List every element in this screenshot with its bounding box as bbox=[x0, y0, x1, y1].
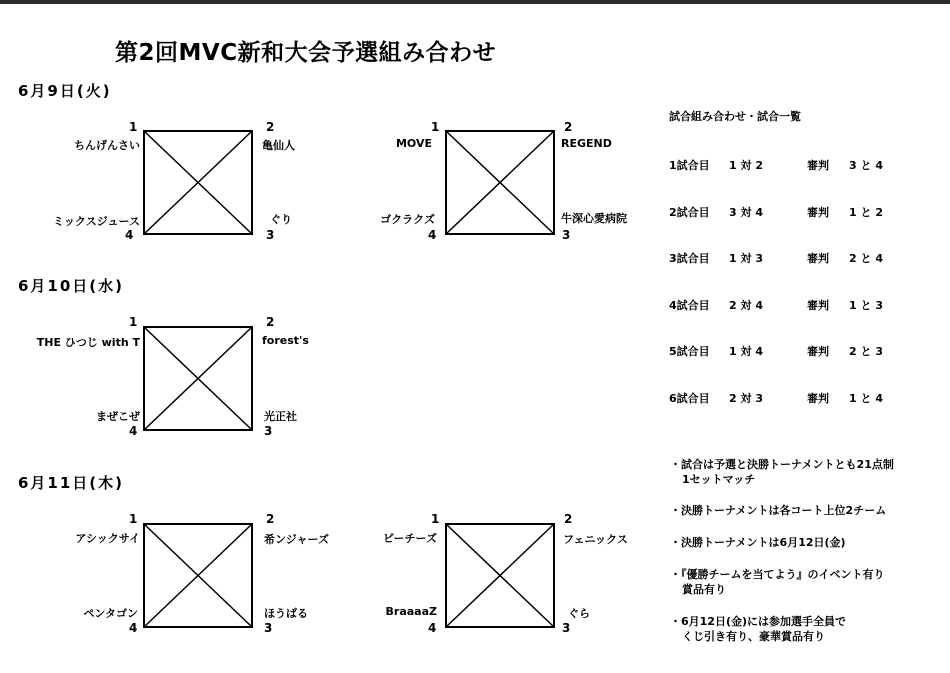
team-number: 2 bbox=[564, 512, 573, 526]
referee-pair: 2 と 4 bbox=[849, 252, 883, 265]
note-item bbox=[670, 457, 894, 487]
match-pair: 2 対 4 bbox=[729, 299, 763, 312]
match-bracket bbox=[143, 523, 253, 628]
match-pair: 1 対 3 bbox=[729, 252, 763, 265]
team-name: BraaaaZ bbox=[385, 605, 437, 618]
referee-label: 審判 bbox=[807, 159, 829, 172]
schedule-title: 試合組み合わせ・試合一覧 bbox=[669, 110, 801, 123]
team-name: MOVE bbox=[395, 137, 432, 150]
team-number: 4 bbox=[129, 621, 138, 635]
date-heading-day3: 6月11日(木) bbox=[18, 474, 125, 492]
game-label: 2試合目 bbox=[669, 206, 710, 219]
match-pair: 1 対 2 bbox=[729, 159, 763, 172]
referee-label: 審判 bbox=[807, 392, 829, 405]
team-number: 4 bbox=[428, 621, 437, 635]
referee-pair: 1 と 3 bbox=[849, 299, 883, 312]
note-item bbox=[670, 535, 846, 550]
note-item bbox=[670, 614, 846, 644]
match-bracket bbox=[143, 130, 253, 235]
note-line: ・6月12日(金)には参加選手全員で bbox=[670, 615, 847, 628]
note-line: ・決勝トーナメントは6月12日(金) bbox=[670, 536, 846, 549]
team-name: ペンタゴン bbox=[83, 607, 138, 620]
match-pair: 3 対 4 bbox=[729, 206, 763, 219]
match-pair: 1 対 4 bbox=[729, 345, 763, 358]
note-line: ・決勝トーナメントは各コート上位2チーム bbox=[670, 504, 887, 517]
note-item bbox=[670, 567, 885, 597]
note-item bbox=[670, 503, 886, 518]
team-name: forest's bbox=[262, 334, 309, 347]
bracket-diagram bbox=[143, 523, 253, 628]
referee-label: 審判 bbox=[807, 252, 829, 265]
referee-pair: 3 と 4 bbox=[849, 159, 883, 172]
note-line: くじ引き有り、豪華賞品有り bbox=[682, 630, 825, 643]
team-name: ゴクラクズ bbox=[380, 213, 435, 226]
match-bracket bbox=[445, 523, 555, 628]
team-number: 2 bbox=[266, 512, 275, 526]
game-label: 4試合目 bbox=[669, 299, 710, 312]
bracket-diagram bbox=[143, 130, 253, 235]
referee-label: 審判 bbox=[807, 206, 829, 219]
game-label: 1試合目 bbox=[669, 159, 710, 172]
team-name: まぜこぜ bbox=[96, 410, 140, 423]
note-line: 賞品有り bbox=[682, 583, 726, 596]
note-line: ・試合は予選と決勝トーナメントとも21点制 bbox=[670, 458, 894, 471]
team-name: ぐら bbox=[568, 607, 590, 620]
team-name: アシックサイ bbox=[75, 532, 140, 545]
team-name: THE ひつじ with T bbox=[36, 336, 140, 349]
page-title: 第2回MVC新和大会予選組み合わせ bbox=[115, 40, 497, 66]
team-name: ビーチーズ bbox=[382, 532, 437, 545]
team-number: 1 bbox=[129, 512, 138, 526]
team-name: 光正社 bbox=[264, 410, 297, 423]
team-name: 希ンジャーズ bbox=[264, 533, 329, 546]
bracket-diagram bbox=[143, 326, 253, 431]
referee-label: 審判 bbox=[807, 345, 829, 358]
team-number: 4 bbox=[125, 228, 134, 242]
team-number: 1 bbox=[431, 120, 440, 134]
note-line: ・『優勝チームを当てよう』のイベント有り bbox=[670, 568, 885, 581]
referee-pair: 2 と 3 bbox=[849, 345, 883, 358]
referee-label: 審判 bbox=[807, 299, 829, 312]
game-label: 5試合目 bbox=[669, 345, 710, 358]
team-number: 4 bbox=[129, 424, 138, 438]
team-number: 1 bbox=[129, 315, 138, 329]
team-name: フェニックス bbox=[563, 533, 628, 546]
note-line: 1セットマッチ bbox=[682, 473, 756, 486]
top-border bbox=[0, 0, 950, 4]
team-number: 1 bbox=[129, 120, 138, 134]
match-bracket bbox=[445, 130, 555, 235]
match-pair: 2 対 3 bbox=[729, 392, 763, 405]
team-number: 1 bbox=[431, 512, 440, 526]
date-heading-day2: 6月10日(水) bbox=[18, 277, 125, 295]
team-number: 2 bbox=[266, 120, 275, 134]
team-name: ミックスジュース bbox=[53, 215, 140, 228]
team-number: 2 bbox=[266, 315, 275, 329]
team-number: 2 bbox=[564, 120, 573, 134]
team-name: ちんげんさい bbox=[74, 139, 140, 152]
team-name: 牛深心愛病院 bbox=[561, 212, 627, 225]
team-number: 3 bbox=[264, 424, 273, 438]
bracket-diagram bbox=[445, 130, 555, 235]
team-number: 3 bbox=[266, 228, 275, 242]
bracket-diagram bbox=[445, 523, 555, 628]
date-heading-day1: 6月9日(火) bbox=[18, 82, 112, 100]
team-name: 亀仙人 bbox=[262, 139, 295, 152]
team-number: 4 bbox=[428, 228, 437, 242]
match-bracket bbox=[143, 326, 253, 431]
referee-pair: 1 と 4 bbox=[849, 392, 883, 405]
team-number: 3 bbox=[562, 228, 571, 242]
referee-pair: 1 と 2 bbox=[849, 206, 883, 219]
team-number: 3 bbox=[562, 621, 571, 635]
game-label: 3試合目 bbox=[669, 252, 710, 265]
team-name: ぐり bbox=[270, 213, 292, 226]
team-name: REGEND bbox=[561, 137, 612, 150]
game-label: 6試合目 bbox=[669, 392, 710, 405]
team-name: ほうばる bbox=[264, 607, 308, 620]
team-number: 3 bbox=[264, 621, 273, 635]
